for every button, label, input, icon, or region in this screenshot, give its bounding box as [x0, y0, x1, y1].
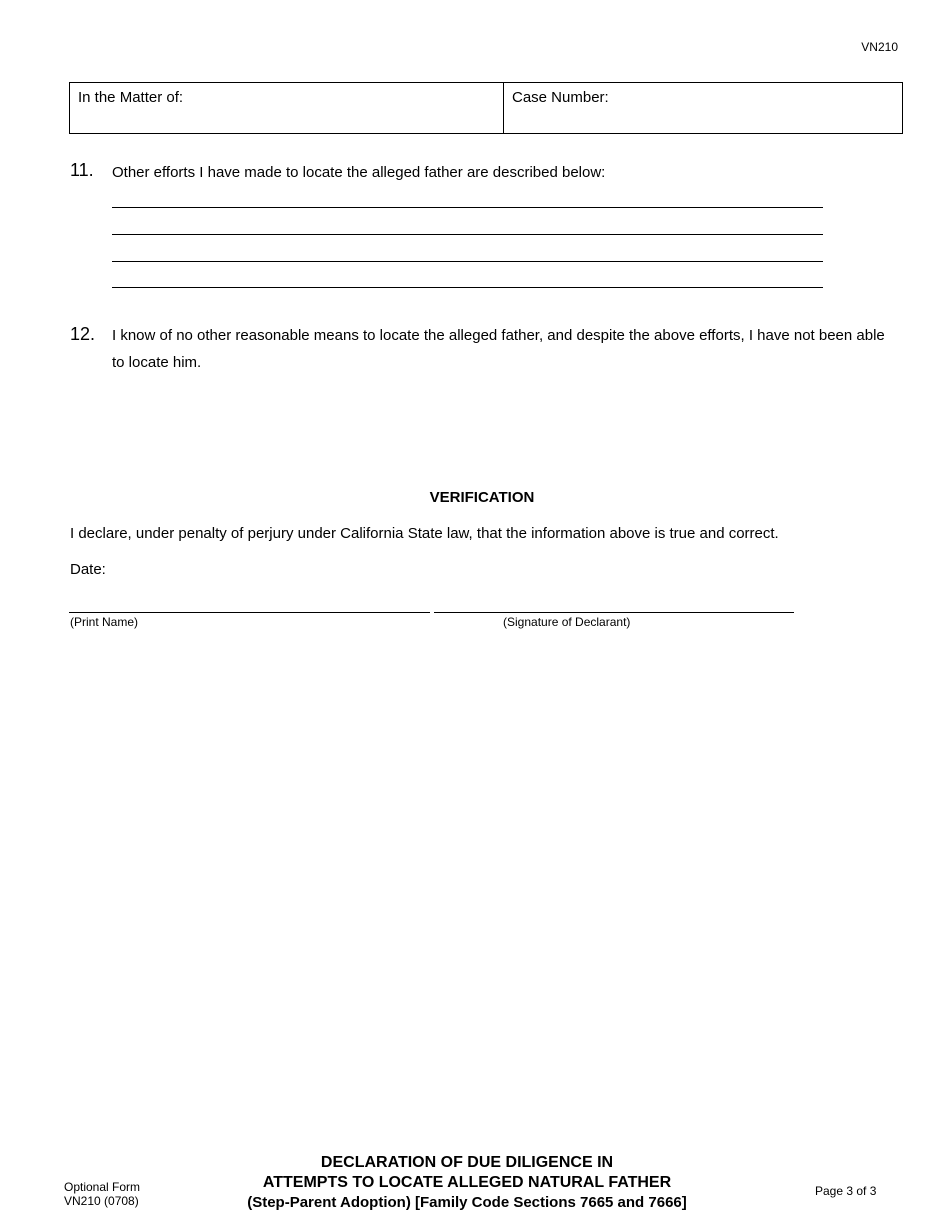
verification-declaration: I declare, under penalty of perjury under California State law, that the information above is true and correct.	[70, 525, 779, 542]
matter-label: In the Matter of:	[78, 89, 184, 106]
optional-form-label: Optional Form	[64, 1180, 141, 1194]
form-version: VN210 (0708)	[64, 1194, 139, 1208]
efforts-line-4[interactable]	[112, 287, 823, 288]
item-12-number: 12.	[70, 324, 96, 344]
verification-title: VERIFICATION	[429, 489, 535, 506]
page-number: Page 3 of 3	[815, 1184, 877, 1198]
footer-title	[0, 1153, 934, 1213]
item-12-text: I know of no other reasonable means to locate the alleged father, and despite the above efforts, I have not been able to locate him.	[112, 327, 885, 371]
matter-field[interactable]	[70, 83, 504, 133]
efforts-line-2[interactable]	[112, 234, 823, 235]
signature-caption: (Signature of Declarant)	[503, 615, 631, 629]
item-11-text: Other efforts I have made to locate the alleged father are described below:	[112, 164, 606, 181]
case-caption-table	[69, 82, 903, 134]
form-code: VN210	[861, 40, 898, 54]
print-name-caption: (Print Name)	[70, 615, 139, 629]
print-name-line[interactable]	[69, 612, 430, 613]
footer-title-line-1: DECLARATION OF DUE DILIGENCE IN	[320, 1154, 614, 1171]
case-number-label: Case Number:	[512, 89, 609, 106]
case-number-field[interactable]	[504, 83, 902, 133]
item-11-number: 11.	[70, 160, 94, 180]
date-label: Date:	[70, 561, 106, 578]
efforts-line-3[interactable]	[112, 261, 823, 262]
footer-title-line-3: (Step-Parent Adoption) [Family Code Sections 7665 and 7666]	[247, 1194, 687, 1211]
efforts-line-1[interactable]	[112, 207, 823, 208]
footer-title-line-2: ATTEMPTS TO LOCATE ALLEGED NATURAL FATHER	[262, 1174, 672, 1191]
signature-line[interactable]	[434, 612, 794, 613]
